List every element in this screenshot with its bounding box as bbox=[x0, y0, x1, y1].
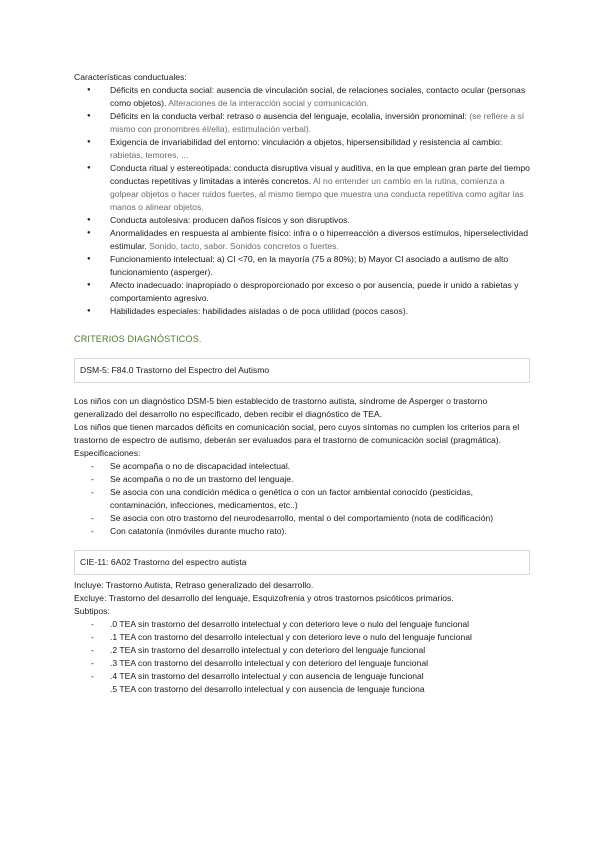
list-item: - .3 TEA con trastorno del desarrollo intelectual y con deterioro del lenguaje funcional bbox=[74, 657, 530, 670]
dsm-box-title: DSM-5: F84.0 Trastorno del Espectro del Autismo bbox=[80, 365, 270, 375]
list-item: - Se asocia con otro trastorno del neurodesarrollo, mental o del comportamiento (nota de codificación) bbox=[74, 512, 530, 525]
list-item: - Con catatonía (inmóviles durante mucho rato). bbox=[74, 525, 530, 538]
list-item: ● Déficits en la conducta verbal: retraso o ausencia del lenguaje, ecolalia, inversión pronominal: (se refiere a sí mismo con pronombres él/ella), estimulación verbal). bbox=[74, 110, 530, 136]
cie-box-title: CIE-11: 6A02 Trastorno del espectro autista bbox=[80, 557, 247, 567]
list-item: ● Conducta ritual y estereotipada: conducta disruptiva visual y auditiva, en la que emplean gran parte del tiempo conductas repetitivas y limitadas a interés concretos. Al no entender un cambio en la rutina, comienza a golpear objetos o hacer ruidos fuertes, al mismo tiempo que muestra una conducta repetitiva como agitar las manos o alinear objetos. bbox=[74, 162, 530, 214]
list-item: ● Funcionamiento intelectual: a) CI <70, en la mayoría (75 a 80%); b) Mayor CI asociado a autismo de alto funcionamiento (asperger). bbox=[74, 253, 530, 279]
dsm-paragraph-1: Los niños con un diagnóstico DSM-5 bien establecido de trastorno autista, síndrome de Asperger o trastorno generalizado del desarrollo no especificado, deben recibir el diagnóstico de TEA. bbox=[74, 396, 488, 419]
list-item: - Se acompaña o no de discapacidad intelectual. bbox=[74, 460, 530, 473]
list-item: - .1 TEA con trastorno del desarrollo intelectual y con deterioro leve o nulo del lenguaje funcional bbox=[74, 631, 530, 644]
list-item: - .4 TEA sin trastorno del desarrollo intelectual y con ausencia de lenguaje funcional bbox=[74, 670, 530, 683]
cie-incluye: Incluye: Trastorno Autista, Retraso generalizado del desarrollo. bbox=[74, 580, 314, 590]
conductual-heading: Características conductuales: bbox=[74, 72, 187, 82]
cie-excluye: Excluye: Trastorno del desarrollo del lenguaje, Esquizofrenia y otros trastornos psicóticos primarios. bbox=[74, 593, 454, 603]
dsm-paragraph-2: Los niños que tienen marcados déficits en comunicación social, pero cuyos síntomas no cumplen los criterios para el trastorno de espectro de autismo, deberán ser evaluados para el trastorno de comunicación social (pragmática). bbox=[74, 422, 520, 445]
subtipos-list bbox=[74, 618, 530, 696]
list-item: .5 TEA con trastorno del desarrollo intelectual y con ausencia de lenguaje funciona bbox=[110, 684, 425, 694]
list-item: - .2 TEA sin trastorno del desarrollo intelectual y con deterioro del lenguaje funcional bbox=[74, 644, 530, 657]
criterios-title: CRITERIOS DIAGNÓSTICOS. bbox=[74, 334, 202, 344]
list-item: - .0 TEA sin trastorno del desarrollo intelectual y con deterioro leve o nulo del lenguaje funcional bbox=[74, 618, 530, 631]
conductual-list bbox=[74, 84, 530, 318]
list-item: ● Anormalidades en respuesta al ambiente físico: infra o o hiperreacción a diversos estímulos, hiperselectividad estimular. Sonido, tacto, sabor. Sonidos concretos o fuertes. bbox=[74, 227, 530, 253]
specs-label: Especificaciones: bbox=[74, 448, 141, 458]
document-page bbox=[74, 71, 530, 696]
list-item: ● Habilidades especiales: habilidades aisladas o de poca utilidad (pocos casos). bbox=[74, 305, 530, 318]
list-item: - Se asocia con una condición médica o genética o con un factor ambiental conocido (pesticidas, contaminación, infecciones, medicamentos, etc..) bbox=[74, 486, 530, 512]
subtipos-label: Subtipos: bbox=[74, 606, 110, 616]
dsm-box bbox=[74, 358, 530, 383]
list-item: ● Déficits en conducta social: ausencia de vinculación social, de relaciones sociales, contacto ocular (personas como objetos). Alteraciones de la interacción social y comunicación. bbox=[74, 84, 530, 110]
specs-list bbox=[74, 460, 530, 538]
list-item: - Se acompaña o no de un trastorno del lenguaje. bbox=[74, 473, 530, 486]
list-item: ● Conducta autolesiva: producen daños físicos y son disruptivos. bbox=[74, 214, 530, 227]
list-item: ● Exigencia de invariabilidad del entorno: vinculación a objetos, hipersensibilidad y resistencia al cambio: rabietas, temores, ... bbox=[74, 136, 530, 162]
list-item: ● Afecto inadecuado: inapropiado o desproporcionado por exceso o por ausencia, puede ir unido a rabietas y comportamiento agresivo. bbox=[74, 279, 530, 305]
cie-box bbox=[74, 550, 530, 575]
